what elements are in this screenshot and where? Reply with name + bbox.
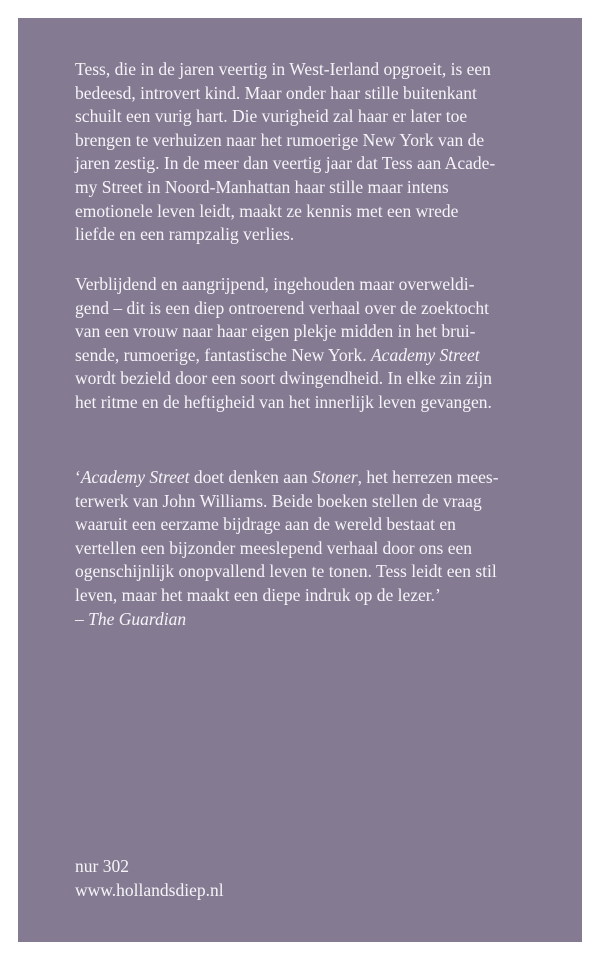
blurb-line: liefde en een rampzalig verlies. (75, 224, 295, 245)
publisher-website: www.hollandsdiep.nl (75, 879, 224, 900)
quote-text: , het herrezen mees- (357, 467, 499, 487)
book-title: Academy Street (370, 344, 480, 365)
back-cover (18, 18, 582, 942)
quote-line: terwerk van John Williams. Beide boeken stellen de vraag (75, 490, 482, 511)
blurb-text: sende, rumoerige, fantastische New York. (75, 344, 367, 365)
nur-code: nur 302 (75, 856, 129, 876)
blurb-line: brengen te verhuizen naar het rumoerige New York van de (75, 129, 485, 150)
quote-line (75, 466, 545, 490)
blurb-line: bedeesd, introvert kind. Maar onder haar stille buitenkant (75, 82, 477, 103)
blurb-paragraph-1 (75, 58, 545, 247)
quote-line: vertellen een bijzonder meeslepend verhaal door ons een (75, 537, 472, 558)
publisher-footer (75, 855, 224, 902)
quote-line: waaruit een eerzame bijdrage aan de wereld bestaat en (75, 514, 456, 535)
book-title: Academy Street (80, 467, 190, 487)
blurb-line: emotionele leven leidt, maakt ze kennis met een wrede (75, 200, 459, 221)
quote-text: doet denken aan (189, 467, 312, 487)
attribution-source: – The Guardian (75, 608, 187, 629)
quote-line: ogenschijnlijk onopvallend leven te tonen. Tess leidt een stil (75, 561, 497, 582)
blurb-line: jaren zestig. In de meer dan veertig jaar dat Tess aan Acade- (75, 153, 496, 174)
quote-attribution (75, 608, 545, 632)
blurb-line: gend – dit is een diep ontroerend verhaal over de zoektocht (75, 297, 490, 318)
press-quote (75, 466, 545, 631)
blurb-paragraph-2 (75, 273, 545, 415)
blurb-line: het ritme en de heftigheid van het innerlijk leven gevangen. (75, 391, 492, 412)
blurb-line: Verblijdend en aangrijpend, ingehouden maar overweldi- (75, 274, 475, 294)
blurb-line: schuilt een vurig hart. Die vurigheid zal haar er later toe (75, 106, 468, 127)
blurb-line (75, 344, 545, 368)
blurb-line: my Street in Noord-Manhattan haar stille maar intens (75, 176, 449, 197)
quote-open-mark: ‘ (75, 467, 81, 487)
blurb-line: wordt bezield door een soort dwingendheid. In elke zin zijn (75, 368, 492, 389)
blurb-line: van een vrouw naar haar eigen plekje midden in het brui- (75, 321, 476, 342)
blurb-line: Tess, die in de jaren veertig in West-Ierland opgroeit, is een (75, 59, 491, 79)
compared-book-title: Stoner (311, 467, 358, 487)
quote-line: leven, maar het maakt een diepe indruk op de lezer.’ (75, 584, 441, 605)
